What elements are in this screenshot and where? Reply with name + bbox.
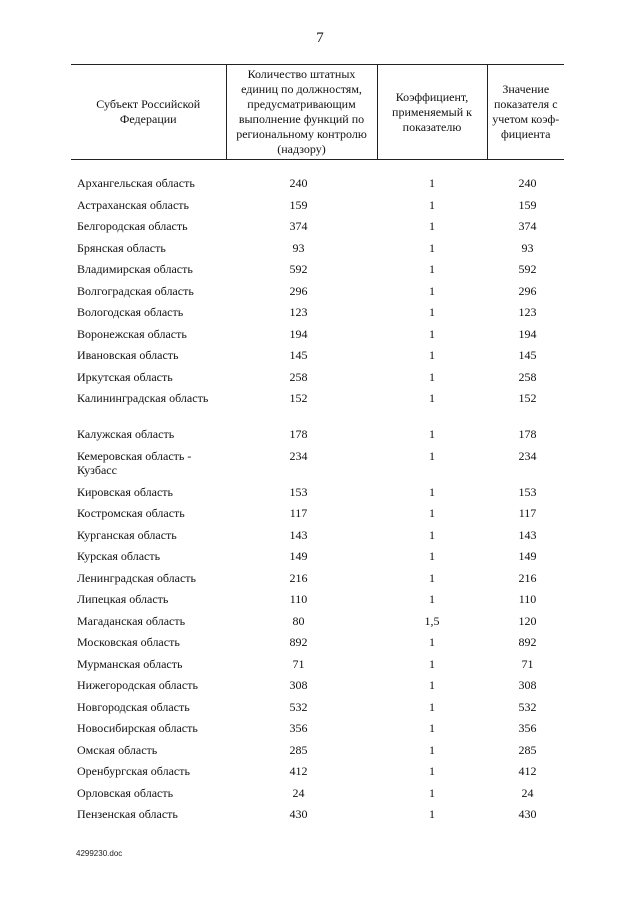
- value-cell: 374: [518, 219, 537, 233]
- region-cell: Пензенская область: [77, 807, 178, 821]
- coefficient-cell: 1: [429, 678, 435, 692]
- value-cell: 149: [518, 549, 537, 563]
- region-cell: Владимирская область: [77, 262, 193, 276]
- coefficient-cell: 1: [429, 369, 435, 384]
- value-cell: 178: [518, 427, 537, 441]
- value-cell: 892: [518, 635, 537, 649]
- table-row: [71, 348, 564, 370]
- staff-count-cell: 117: [289, 506, 308, 520]
- table-row: [71, 284, 564, 306]
- coefficient-cell: 1: [429, 742, 435, 757]
- region-cell: Волгоградская область: [77, 283, 194, 298]
- coefficient-cell: 1: [429, 348, 435, 362]
- staff-count-cell: 110: [289, 592, 308, 606]
- coefficient-cell: 1: [429, 785, 435, 800]
- value-cell: 430: [518, 807, 537, 821]
- coefficient-cell: 1: [429, 807, 435, 821]
- header-coefficient: Коэффициент, применяемый к показателю: [377, 65, 487, 160]
- region-cell: Ленинградская область: [77, 570, 196, 585]
- coefficient-cell: 1: [429, 176, 435, 190]
- region-cell: Астраханская область: [77, 197, 189, 212]
- indicator-table-container: [71, 64, 564, 829]
- region-cell: Курская область: [77, 549, 161, 563]
- staff-count-cell: 24: [292, 785, 305, 800]
- region-cell: Воронежская область: [77, 326, 187, 341]
- table-row: [71, 528, 564, 550]
- region-cell: Орловская область: [77, 785, 174, 800]
- coefficient-cell: 1: [429, 240, 435, 255]
- coefficient-cell: 1: [429, 764, 435, 778]
- region-cell: Омская область: [77, 742, 158, 757]
- staff-count-cell: 153: [289, 484, 308, 499]
- staff-count-cell: 71: [292, 656, 305, 671]
- table-row: [71, 449, 564, 485]
- region-cell: Кировская область: [77, 484, 174, 499]
- region-cell: Магаданская область: [77, 613, 186, 628]
- coefficient-cell: 1: [429, 592, 435, 606]
- value-cell: 71: [521, 656, 534, 671]
- coefficient-cell: 1: [429, 570, 435, 585]
- table-row: [71, 614, 564, 636]
- coefficient-cell: 1: [429, 527, 435, 542]
- staff-count-cell: 430: [289, 807, 308, 821]
- header-value: Значение показателя с учетом коэф-фициента: [487, 65, 564, 160]
- value-cell: 93: [521, 240, 534, 255]
- value-cell: 194: [518, 326, 537, 341]
- table-row: [71, 305, 564, 327]
- table-row: [71, 764, 564, 786]
- coefficient-cell: 1: [429, 721, 435, 735]
- staff-count-cell: 152: [289, 391, 308, 405]
- staff-count-cell: 296: [289, 283, 308, 298]
- coefficient-cell: 1: [429, 484, 435, 499]
- region-cell: Московская область: [77, 635, 180, 649]
- table-row: [71, 657, 564, 679]
- staff-count-cell: 80: [292, 613, 305, 628]
- header-row: [71, 65, 564, 160]
- value-cell: 24: [521, 785, 534, 800]
- table-row: [71, 506, 564, 528]
- table-row: [71, 219, 564, 241]
- table-row: [71, 391, 564, 427]
- value-cell: 143: [518, 527, 537, 542]
- table-row: [71, 743, 564, 765]
- region-cell: Калужская область: [77, 427, 175, 441]
- value-cell: 296: [518, 283, 537, 298]
- coefficient-cell: 1: [429, 427, 435, 441]
- staff-count-cell: 308: [289, 678, 308, 692]
- indicator-table: [71, 64, 564, 829]
- table-row: [71, 549, 564, 571]
- value-cell: 308: [518, 678, 537, 692]
- region-cell: Калининградская область: [77, 391, 209, 405]
- coefficient-cell: 1: [429, 262, 435, 276]
- value-cell: 117: [518, 506, 537, 520]
- coefficient-cell: 1,5: [424, 613, 440, 628]
- staff-count-cell: 194: [289, 326, 308, 341]
- value-cell: 532: [518, 699, 537, 714]
- region-cell: Костромская область: [77, 506, 185, 520]
- region-cell: Курганская область: [77, 527, 177, 542]
- staff-count-cell: 532: [289, 699, 308, 714]
- coefficient-cell: 1: [429, 656, 435, 671]
- table-row: [71, 160, 564, 198]
- coefficient-cell: 1: [429, 448, 435, 463]
- table-row: [71, 427, 564, 449]
- value-cell: 234: [518, 448, 537, 463]
- staff-count-cell: 123: [289, 305, 308, 319]
- page-number: 7: [316, 30, 324, 46]
- table-row: [71, 485, 564, 507]
- staff-count-cell: 592: [289, 262, 308, 276]
- coefficient-cell: 1: [429, 549, 435, 563]
- value-cell: 145: [518, 348, 537, 362]
- region-cell: Кемеровская область - Кузбасс: [77, 448, 192, 477]
- staff-count-cell: 143: [289, 527, 308, 542]
- coefficient-cell: 1: [429, 305, 435, 319]
- region-cell: Брянская область: [77, 240, 166, 255]
- table-row: [71, 262, 564, 284]
- table-row: [71, 700, 564, 722]
- staff-count-cell: 374: [289, 219, 308, 233]
- coefficient-cell: 1: [429, 326, 435, 341]
- value-cell: 153: [518, 484, 537, 499]
- coefficient-cell: 1: [429, 391, 435, 405]
- region-cell: Липецкая область: [77, 592, 169, 606]
- staff-count-cell: 356: [289, 721, 308, 735]
- table-row: [71, 370, 564, 392]
- region-cell: Мурманская область: [77, 656, 183, 671]
- staff-count-cell: 216: [289, 570, 308, 585]
- region-cell: Нижегородская область: [77, 678, 198, 692]
- staff-count-cell: 149: [289, 549, 308, 563]
- coefficient-cell: 1: [429, 197, 435, 212]
- value-cell: 240: [518, 176, 537, 190]
- region-cell: Белгородская область: [77, 219, 188, 233]
- coefficient-cell: 1: [429, 219, 435, 233]
- table-row: [71, 786, 564, 808]
- region-cell: Иркутская область: [77, 369, 173, 384]
- value-cell: 159: [518, 197, 537, 212]
- value-cell: 412: [518, 764, 537, 778]
- table-row: [71, 721, 564, 743]
- value-cell: 356: [518, 721, 537, 735]
- region-cell: Новосибирская область: [77, 721, 198, 735]
- staff-count-cell: 145: [289, 348, 308, 362]
- coefficient-cell: 1: [429, 283, 435, 298]
- header-staff-count: Количество штатных единиц по должностям, предусматривающим выполнение функций по региональному контролю (надзору): [226, 65, 377, 160]
- table-row: [71, 571, 564, 593]
- region-cell: Новгородская область: [77, 699, 190, 714]
- table-header: [71, 65, 564, 160]
- table-row: [71, 198, 564, 220]
- region-cell: Оренбургская область: [77, 764, 190, 778]
- staff-count-cell: 412: [289, 764, 308, 778]
- value-cell: 285: [518, 742, 537, 757]
- table-row: [71, 327, 564, 349]
- value-cell: 216: [518, 570, 537, 585]
- value-cell: 152: [518, 391, 537, 405]
- staff-count-cell: 234: [289, 448, 308, 463]
- region-cell: Вологодская область: [77, 305, 184, 319]
- header-region: Субъект Российской Федерации: [71, 65, 226, 160]
- staff-count-cell: 93: [292, 240, 305, 255]
- coefficient-cell: 1: [429, 699, 435, 714]
- staff-count-cell: 258: [289, 369, 308, 384]
- coefficient-cell: 1: [429, 635, 435, 649]
- value-cell: 123: [518, 305, 537, 319]
- value-cell: 592: [518, 262, 537, 276]
- value-cell: 258: [518, 369, 537, 384]
- table-row: [71, 592, 564, 614]
- table-row: [71, 807, 564, 829]
- value-cell: 110: [518, 592, 537, 606]
- region-cell: Архангельская область: [77, 176, 195, 190]
- region-cell: Ивановская область: [77, 348, 179, 362]
- staff-count-cell: 285: [289, 742, 308, 757]
- table-body: [71, 160, 564, 829]
- staff-count-cell: 159: [289, 197, 308, 212]
- table-row: [71, 241, 564, 263]
- coefficient-cell: 1: [429, 506, 435, 520]
- value-cell: 120: [518, 613, 537, 628]
- table-row: [71, 635, 564, 657]
- table-row: [71, 678, 564, 700]
- document-id: 4299230.doc: [76, 849, 123, 858]
- staff-count-cell: 892: [289, 635, 308, 649]
- staff-count-cell: 240: [289, 176, 308, 190]
- staff-count-cell: 178: [289, 427, 308, 441]
